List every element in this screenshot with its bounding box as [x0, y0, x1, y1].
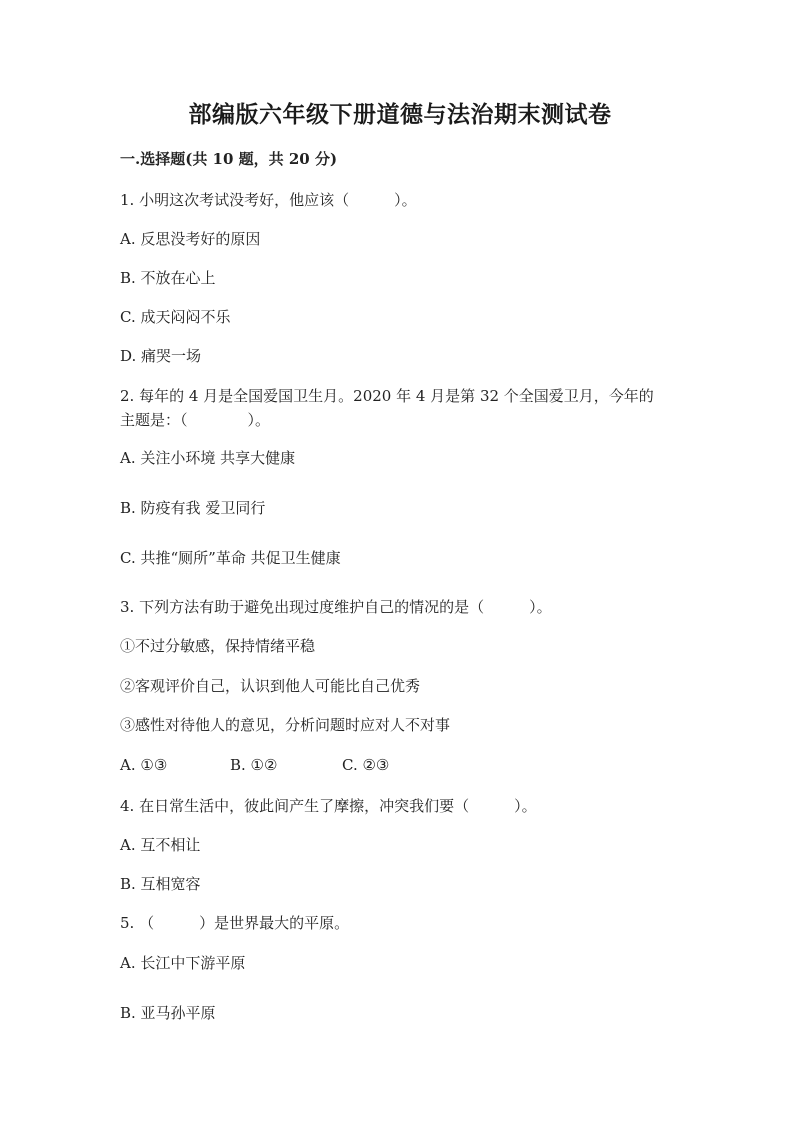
- question-2-stem-line-1: 2. 每年的 4 月是全国爱国卫生月。2020 年 4 月是第 32 个全国爱卫月，今年的: [120, 387, 654, 405]
- question-3-option-c: C. ②③: [342, 756, 390, 774]
- question-5-option-b: B. 亚马孙平原: [120, 1004, 216, 1022]
- question-5-stem: 5. （ ）是世界最大的平原。: [120, 914, 350, 932]
- section-header: 一.选择题(共 10 题，共 20 分): [120, 150, 338, 168]
- question-1-stem: 1. 小明这次考试没考好，他应该（ ）。: [120, 191, 417, 209]
- question-1-option-c: C. 成天闷闷不乐: [120, 308, 231, 326]
- question-1-option-a: A. 反思没考好的原因: [120, 230, 261, 248]
- question-4-stem: 4. 在日常生活中，彼此间产生了摩擦，冲突我们要（ ）。: [120, 797, 537, 815]
- question-5-option-a: A. 长江中下游平原: [120, 954, 246, 972]
- question-3-statement-2: ②客观评价自己，认识到他人可能比自己优秀: [120, 677, 421, 695]
- exam-title: 部编版六年级下册道德与法治期末测试卷: [188, 101, 612, 128]
- question-3-options-row: [120, 754, 389, 776]
- question-3-option-b: B. ①②: [230, 756, 278, 774]
- question-3-stem: 3. 下列方法有助于避免出现过度维护自己的情况的是（ ）。: [120, 598, 552, 616]
- question-3-statement-1: ①不过分敏感，保持情绪平稳: [120, 637, 316, 655]
- question-2-option-c: C. 共推“厕所”革命 共促卫生健康: [120, 549, 341, 567]
- question-2-option-a: A. 关注小环境 共享大健康: [120, 449, 296, 467]
- question-1-option-d: D. 痛哭一场: [120, 347, 202, 365]
- question-1-option-b: B. 不放在心上: [120, 269, 216, 287]
- question-4-option-a: A. 互不相让: [120, 836, 201, 854]
- question-4-option-b: B. 互相宽容: [120, 875, 201, 893]
- question-2-stem-line-2: 主题是：（ ）。: [120, 411, 271, 429]
- question-2-option-b: B. 防疫有我 爱卫同行: [120, 499, 266, 517]
- question-3-statement-3: ③感性对待他人的意见，分析问题时应对人不对事: [120, 716, 451, 734]
- question-3-option-a: A. ①③: [120, 756, 168, 774]
